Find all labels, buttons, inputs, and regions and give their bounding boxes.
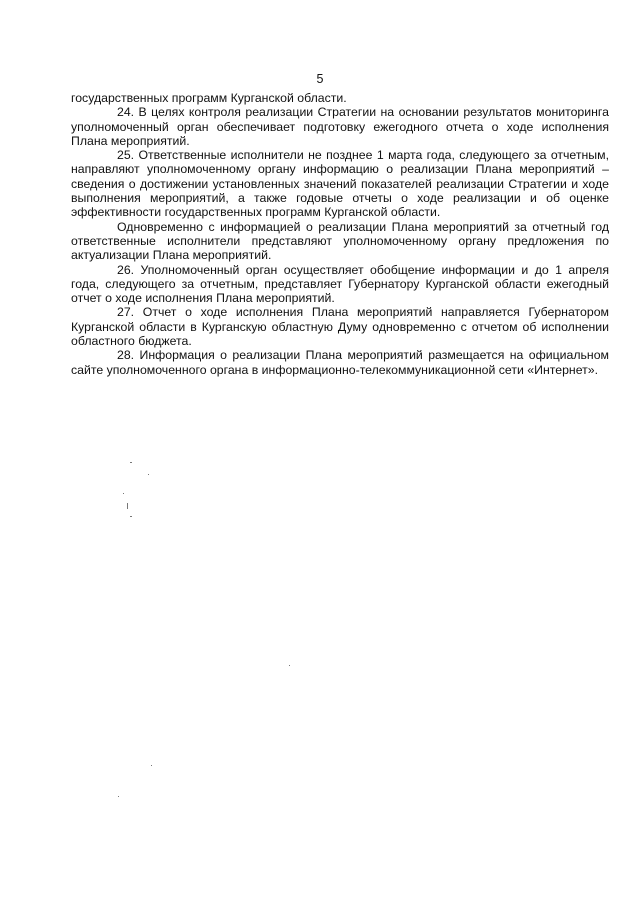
scan-speck (118, 796, 119, 797)
scan-speck (123, 493, 124, 494)
scan-speck (148, 474, 149, 475)
document-body (71, 91, 609, 377)
paragraph-24: 24. В целях контроля реализации Стратегии на основании результатов мониторинга уполномоченный орган обеспечивает подготовку ежегодного отчета о ходе исполнения Плана мероприятий. (71, 105, 609, 148)
paragraph-continuation: государственных программ Курганской области. (71, 91, 347, 105)
paragraph-28: 28. Информация о реализации Плана мероприятий размещается на официальном сайте уполномоченного органа в информационно-телекоммуникационной сети «Интернет». (71, 348, 609, 377)
page-number: 5 (316, 72, 324, 86)
scan-speck (127, 503, 128, 509)
scan-speck (151, 765, 152, 766)
scan-speck (289, 665, 290, 666)
paragraph-25: 25. Ответственные исполнители не позднее 1 марта года, следующего за отчетным, направляют уполномоченному органу информацию о реализации Плана мероприятий – сведения о достижении установленных значений показателей реализации Стратегии и ходе выполнения мероприятий, а также годовые отчеты о ходе реализации и об оценке эффективности государственных программ Курганской области. (71, 148, 609, 220)
paragraph-25-addendum: Одновременно с информацией о реализации Плана мероприятий за отчетный год ответственные исполнители представляют уполномоченному органу предложения по актуализации Плана мероприятий. (71, 219, 609, 263)
scan-speck (130, 462, 132, 463)
paragraph-27: 27. Отчет о ходе исполнения Плана мероприятий направляется Губернатором Курганской области в Курганскую областную Думу одновременно с отчетом об исполнении областного бюджета. (71, 305, 609, 349)
paragraph-26: 26. Уполномоченный орган осуществляет обобщение информации и до 1 апреля года, следующего за отчетным, представляет Губернатору Курганской области ежегодный отчет о ходе исполнения Плана мероприятий. (71, 262, 609, 306)
scan-speck (130, 516, 132, 517)
